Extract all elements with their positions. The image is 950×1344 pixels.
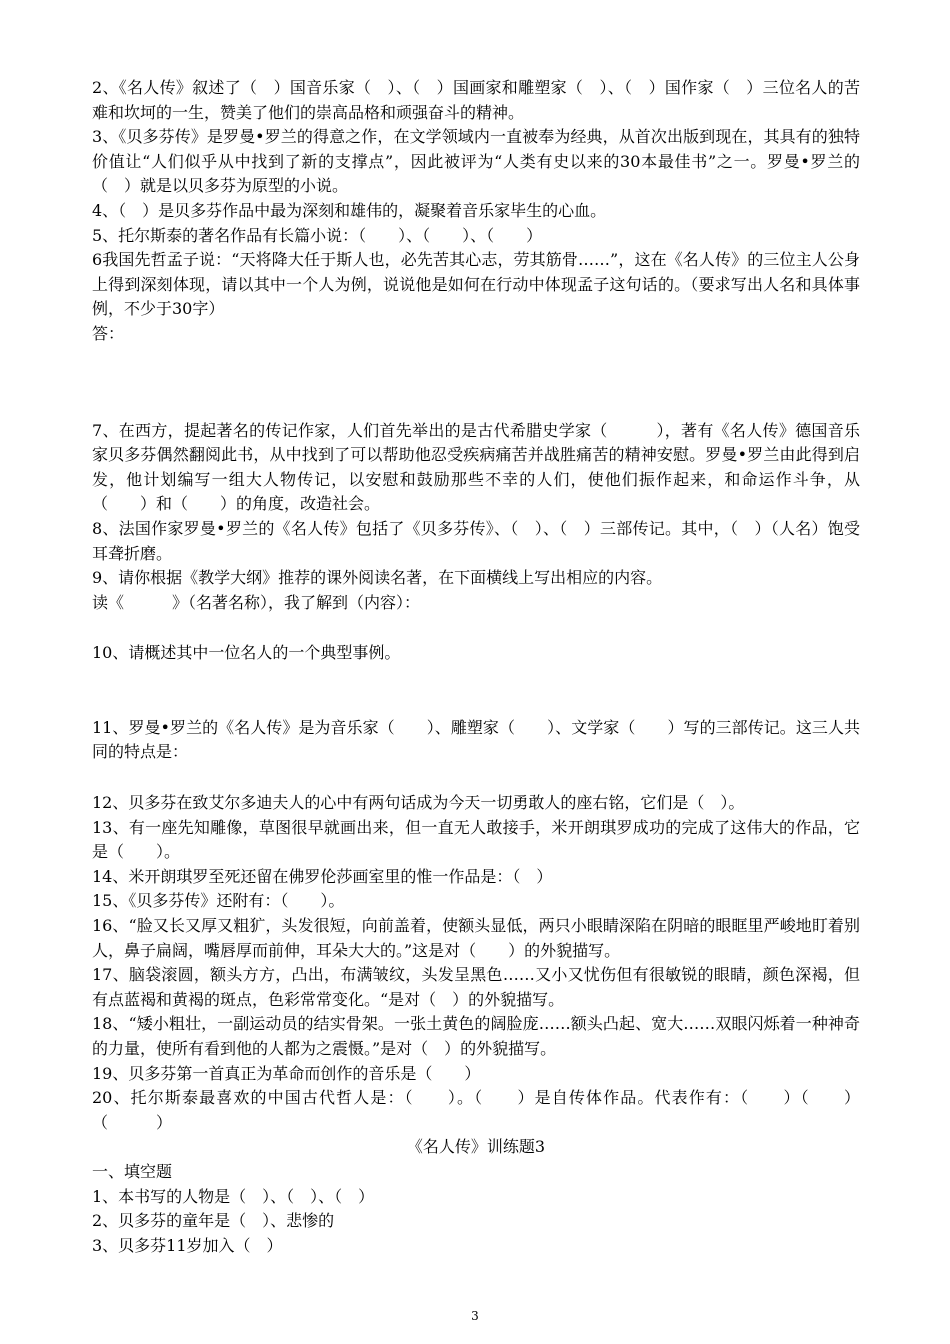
question-9-read-line: 读《 》（名著名称），我了解到（内容）： — [92, 592, 421, 612]
question-4: 4、（ ）是贝多芬作品中最为深刻和雄伟的，凝聚着音乐家毕生的心血。 — [92, 200, 607, 220]
question-17: 17、脑袋滚圆，额头方方，凸出，布满皱纹，头发呈黑色……又小又忧伤但有很敏锐的眼睛，颜色深褐，但有点蓝褐和黄褐的斑点，色彩常常变化。“是对（ ）的外貌描写。 — [92, 965, 860, 1009]
question-2: 2、《名人传》叙述了（ ）国音乐家（ ）、（ ）国画家和雕塑家（ ）、（ ）国作家（ ）三位名人的苦难和坎坷的一生，赞美了他们的崇高品格和顽强奋斗的精神。 — [92, 78, 860, 122]
section-heading: 一、填空题 — [92, 1161, 173, 1181]
answer-space — [92, 765, 860, 791]
question-16: 16、“脸又长又厚又粗犷，头发很短，向前盖着，使额头显低，两只小眼睛深陷在阴暗的眼眶里严峻地盯着别人，鼻子扁阔，嘴唇厚而前伸，耳朵大大的。”这是对（ ）的外貌描写。 — [92, 916, 860, 960]
question-6: 6我国先哲孟子说：“天将降大任于斯人也，必先苦其心志，劳其筋骨……”，这在《名人传》的三位主人公身上得到深刻体现，请以其中一个人为例，说说他是如何在行动中体现孟子这句话的。（要求写出人名和具体事例，不少于30字） — [92, 250, 860, 319]
answer-space — [92, 347, 860, 419]
page-number: 3 — [471, 1309, 479, 1323]
question-20: 20、托尔斯泰最喜欢的中国古代哲人是：（ ）。（ ）是自传体作品。代表作有：（ ）（ ）（ ） — [92, 1088, 860, 1132]
question-10: 10、请概述其中一位名人的一个典型事例。 — [92, 643, 401, 663]
section-title: 《名人传》训练题3 — [406, 1137, 546, 1157]
answer-space — [92, 666, 860, 716]
section3-question-3: 3、贝多芬11岁加入（ ） — [92, 1235, 283, 1255]
question-6-answer-label: 答： — [92, 323, 125, 343]
question-14: 14、米开朗琪罗至死还留在佛罗伦莎画室里的惟一作品是：（ ） — [92, 866, 553, 886]
section3-question-2: 2、贝多芬的童年是（ ）、悲惨的 — [92, 1211, 335, 1231]
question-18: 18、“矮小粗壮，一副运动员的结实骨架。一张土黄色的阔脸庞……额头凸起、宽大……双眼闪烁着一种神奇的力量，使所有看到他的人都为之震慑。”是对（ ）的外貌描写。 — [92, 1014, 860, 1058]
question-3: 3、《贝多芬传》是罗曼•罗兰的得意之作，在文学领域内一直被奉为经典，从首次出版到现在，其具有的独特价值让“人们似乎从中找到了新的支撑点”，因此被评为“人类有史以来的30本最佳书”之一。罗曼•罗兰的（ ）就是以贝多芬为原型的小说。 — [92, 127, 860, 196]
question-5: 5、托尔斯泰的著名作品有长篇小说：（ ）、（ ）、（ ） — [92, 225, 543, 245]
question-8: 8、法国作家罗曼•罗兰的《名人传》包括了《贝多芬传》、（ ）、（ ）三部传记。其中，（ ）（人名）饱受耳聋折磨。 — [92, 518, 860, 563]
question-7: 7、在西方，提起著名的传记作家，人们首先举出的是古代希腊史学家（ ），著有《名人传》德国音乐家贝多芬偶然翻阅此书，从中找到了可以帮助他忍受疾病痛苦并战胜痛苦的精神安慰。罗曼•罗兰由此得到启发，他计划编写一组大人物传记，以安慰和鼓励那些不幸的人们，使他们振作起来，和命运作斗争，从（ ）和（ ）的角度，改造社会。 — [92, 420, 860, 514]
section3-question-1: 1、本书写的人物是（ ）、（ ）、（ ） — [92, 1186, 375, 1206]
question-19: 19、贝多芬第一首真正为革命而创作的音乐是（ ） — [92, 1063, 481, 1083]
question-11: 11、罗曼•罗兰的《名人传》是为音乐家（ ）、雕塑家（ ）、文学家（ ）写的三部传记。这三人共同的特点是： — [92, 717, 860, 762]
answer-space — [92, 615, 860, 641]
question-15: 15、《贝多芬传》还附有：（ ）。 — [92, 891, 345, 911]
question-9: 9、请你根据《教学大纲》推荐的课外阅读名著，在下面横线上写出相应的内容。 — [92, 568, 663, 588]
question-12: 12、贝多芬在致艾尔多迪夫人的心中有两句话成为今天一切勇敢人的座右铭，它们是（ ）。 — [92, 793, 745, 813]
question-13: 13、有一座先知雕像，草图很早就画出来，但一直无人敢接手，米开朗琪罗成功的完成了这伟大的作品，它是（ ）。 — [92, 817, 860, 862]
page-content — [92, 76, 860, 1258]
